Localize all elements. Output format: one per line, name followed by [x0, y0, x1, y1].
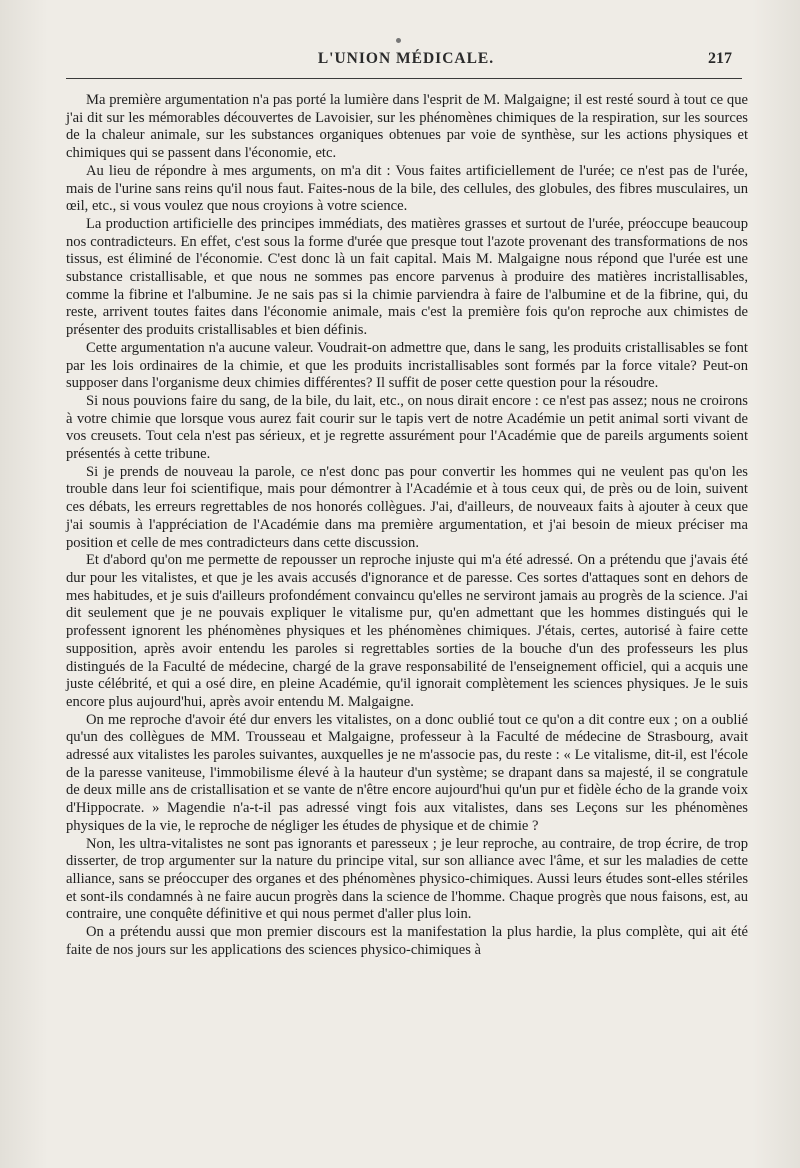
ink-speck — [396, 38, 401, 43]
paragraph-7: Et d'abord qu'on me permette de repousser un reproche injuste qui m'a été adressé. On a prétendu que j'avais été dur pour les vitalistes, et que je les avais accusés d'ignorance et de paresse. Ces sortes d'attaques sont en dehors de mes habitudes, et je suis d'ailleurs profondément convaincu qu'elles ne serviront jamais au progrès de la science. J'ai dit seulement que je ne pouvais expliquer le vitalisme pur, qu'en admettant que les hommes distingués qui le professent ignorent les phénomènes physiques et les phénomènes chimiques. J'étais, certes, autorisé à faire cette supposition, après avoir entendu les paroles si regrettables sorties de la bouche d'un des professeurs les plus distingués de la Faculté de médecine, chargé de la grave responsabilité de l'enseignement officiel, qui a acquis une juste célébrité, et qui a osé dire, en pleine Académie, qu'il ignorait complètement les sciences physiques. Je le suis encore plus aujourd'hui, après avoir entendu M. Malgaigne. — [66, 552, 748, 710]
paragraph-3: La production artificielle des principes immédiats, des matières grasses et surtout de l'urée, préoccupe beaucoup nos contradicteurs. En effet, c'est sous la forme d'urée que presque tout l'azote provenant des transformations de nos tissus, est éliminé de l'économie. C'est donc là un fait capital. Mais M. Malgaigne nous répond que l'urée est une substance cristallisable, et que nous ne sommes pas encore parvenus à produire des matières incristallisables, comme la fibrine et l'albumine. Je ne sais pas si la chimie parviendra à faire de l'albumine et de la fibrine, qui, du reste, arrivent toutes faites dans l'économie animale, mais c'est la première fois qu'on reproche aux chimistes de présenter des produits cristallisables et bien définis. — [66, 215, 748, 339]
paragraph-6: Si je prends de nouveau la parole, ce n'est donc pas pour convertir les hommes qui ne veulent pas qu'on les trouble dans leur foi scientifique, mais pour démontrer à l'Académie et à tous ceux qui, de près ou de loin, suivent ces débats, les erreurs regrettables de nos honorés collègues. J'ai, d'ailleurs, de nouveaux faits à ajouter à ceux que j'ai soumis à l'appréciation de l'Académie dans ma première argumentation, et j'ai besoin de mieux préciser ma position et celle de mes contradicteurs dans cette discussion. — [66, 463, 748, 551]
paragraph-1: Ma première argumentation n'a pas porté la lumière dans l'esprit de M. Malgaigne; il est resté sourd à tout ce que j'ai dit sur les mémorables découvertes de Lavoisier, sur les phénomènes chimiques de la respiration, sur les sources de la chaleur animale, sur les substances organiques obtenues par voie de synthèse, sur les actions physiques et chimiques qui se passent dans l'économie, etc. — [66, 92, 748, 162]
paragraph-2: Au lieu de répondre à mes arguments, on m'a dit : Vous faites artificiellement de l'urée; ce n'est pas de l'urée, mais de l'urine sans reins qu'il nous faut. Faites-nous de la bile, des cellules, des globules, des fibres musculaires, un œil, etc., si vous voulez que nous croyions à votre science. — [66, 162, 748, 215]
paragraph-4: Cette argumentation n'a aucune valeur. Voudrait-on admettre que, dans le sang, les produits cristallisables se font par les lois ordinaires de la chimie, et que les produits incristallisables sont formés par la force vitale? Peut-on supposer dans l'organisme deux chimies différentes? Il suffit de poser cette question pour la résoudre. — [66, 339, 748, 392]
journal-title: L'UNION MÉDICALE. — [317, 50, 495, 67]
page-number: 217 — [708, 50, 732, 67]
paragraph-8: On me reproche d'avoir été dur envers les vitalistes, on a donc oublié tout ce qu'on a dit contre eux ; on a oublié qu'un des collègues de MM. Trousseau et Malgaigne, professeur à la Faculté de médecine de Strasbourg, avait adressé aux vitalistes les paroles suivantes, auxquelles je ne m'associe pas, du reste : « Le vitalisme, dit-il, est l'école de la paresse vaniteuse, l'immobilisme élevé à la hauteur d'un système; se drapant dans sa majesté, il se congratule de deux mille ans de cristallisation et se vante de n'être encore aujourd'hui qu'un pur et fidèle écho de la grande voix d'Hippocrate. » Magendie n'a-t-il pas adressé vingt fois aux vitalistes, dans ses Leçons sur les phénomènes physiques de la vie, le reproche de négliger les études de physique et de chimie ? — [66, 711, 748, 834]
paragraph-10: On a prétendu aussi que mon premier discours est la manifestation la plus hardie, la plus complète, qui ait été faite de nos jours sur les applications des sciences physico-chimiques à — [66, 924, 748, 958]
article-body — [66, 92, 748, 959]
paragraph-9: Non, les ultra-vitalistes ne sont pas ignorants et paresseux ; je leur reproche, au contraire, de trop écrire, de trop disserter, de trop argumenter sur la nature du principe vital, sur son alliance avec l'âme, et sur les maladies de cette alliance, sans se préoccuper des organes et des phénomènes physico-chimiques. Aussi leurs études sont-elles stériles et sont-ils condamnés à ne faire aucun progrès dans la science de l'homme. Chaque progrès que nous faisons, est, au contraire, une conquête définitive et qui nous permet d'aller plus loin. — [66, 835, 748, 923]
header-rule — [66, 78, 742, 79]
running-header — [80, 50, 732, 70]
paragraph-5: Si nous pouvions faire du sang, de la bile, du lait, etc., on nous dirait encore : ce n'est pas assez; nous ne croirons à votre chimie que lorsque vous aurez fait courir sur le tapis vert de notre Académie un petit animal sorti vivant de vos creusets. Tout cela n'est pas sérieux, et je regrette assurément pour l'Académie que de pareils arguments soient présentés à cette tribune. — [66, 392, 748, 463]
